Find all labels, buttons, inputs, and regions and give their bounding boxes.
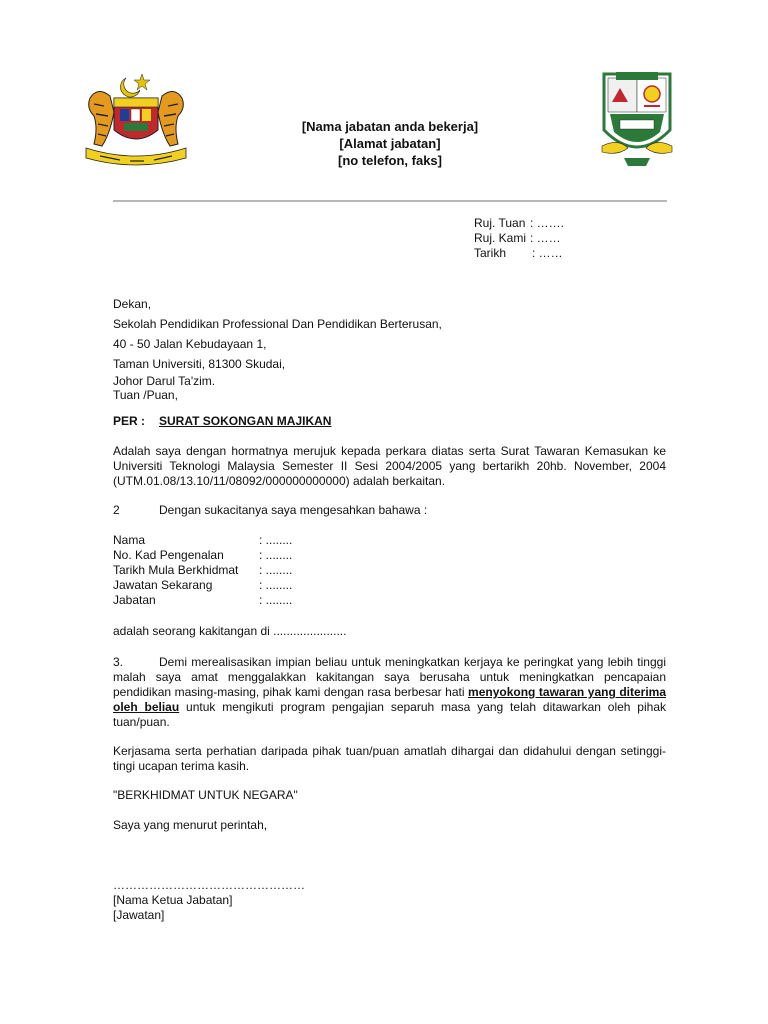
recipient-school: Sekolah Pendidikan Professional Dan Pendidikan Berterusan, [113,317,442,331]
motto: "BERKHIDMAT UNTUK NEGARA" [113,788,298,802]
employee-details [113,533,292,608]
ref-value: : …… [530,231,561,245]
subject-prefix: PER : [113,414,146,428]
detail-value: : ........ [259,593,293,607]
header-divider [113,200,667,202]
detail-row [113,593,292,608]
subject-title: SURAT SOKONGAN MAJIKAN [159,414,332,428]
coat-of-arms-logo [80,68,192,168]
recipient-area: Taman Universiti, 81300 Skudai, [113,357,286,371]
paragraph-thanks: Kerjasama serta perhatian daripada pihak tuan/puan amatlah dihargai dan didahului dengan setinggi-tingi ucapan terima kasih. [113,744,666,773]
paragraph-number: 3. [113,655,124,669]
detail-value: : ........ [259,578,293,592]
paragraph-text-a: Demi merealisasikan impian beliau untuk meningkatkan kerjaya ke peringkat yang lebih tinggi malah saya amat menggalakkan kakitangan saya berusaha untuk meningkatkan pencapaian pendidikan masing-masing, pihak kami dengan rasa berbesar hati [113,655,666,699]
ref-label: Tarikh [474,246,507,260]
recipient-street: 40 - 50 Jalan Kebudayaan 1, [113,337,267,351]
paragraph-number: 2 [113,503,120,517]
detail-row [113,563,292,578]
detail-value: : ........ [259,563,293,577]
signature-block [113,878,305,923]
salutation: Tuan /Puan, [113,388,178,402]
recipient-state: Johor Darul Ta'zim. [113,374,216,388]
signature-line: ………………………………………… [113,878,305,892]
department-address: [Alamat jabatan] [339,136,441,151]
detail-label: Tarikh Mula Berkhidmat [113,563,239,577]
closing: Saya yang menurut perintah, [113,818,268,832]
ref-row-tuan [474,216,564,231]
detail-value: : ........ [259,548,293,562]
department-phone-fax: [no telefon, faks] [337,153,442,168]
ref-value: : ……. [530,216,565,230]
detail-label: Jawatan Sekarang [113,578,213,592]
detail-row [113,548,292,563]
ref-row-kami [474,231,564,246]
recipient-address [113,294,442,402]
paragraph-2 [113,503,666,518]
paragraph-3 [113,655,666,730]
detail-row [113,533,292,548]
signatory-position: [Jawatan] [113,908,165,922]
paragraph-text-b: untuk mengikuti program pengajian separuh masa yang telah ditawarkan oleh pihak tuan/puan. [113,700,666,729]
signatory-name: [Nama Ketua Jabatan] [113,893,233,907]
detail-label: No. Kad Pengenalan [113,548,224,562]
detail-row [113,578,292,593]
detail-label: Jabatan [113,593,156,607]
detail-label: Nama [113,533,146,547]
paragraph-employee-of: adalah seorang kakitangan di ...................... [113,624,347,638]
paragraph-emphasis: menyokong tawaran yang diterima oleh beliau [113,685,666,714]
ref-row-tarikh [474,246,564,261]
letterhead [200,118,580,169]
recipient-title: Dekan, [113,297,152,311]
ref-value: : …… [532,246,563,260]
paragraph-1: Adalah saya dengan hormatnya merujuk kepada perkara diatas serta Surat Tawaran Kemasukan ke Universiti Teknologi Malaysia Semester II Sesi 2004/2005 yang bertarikh 20hb. November, 2004 (UTM.01.08/13.10/11/08092/000000000000) adalah berkaitan. [113,444,666,488]
detail-value: : ........ [259,533,293,547]
state-crest-logo [598,68,676,170]
reference-block [474,216,564,261]
department-name: [Nama jabatan anda bekerja] [301,119,479,134]
ref-label: Ruj. Tuan [474,216,526,230]
subject-line [113,414,331,428]
ref-label: Ruj. Kami [474,231,527,245]
paragraph-text: Dengan sukacitanya saya mengesahkan bahawa : [159,503,428,517]
